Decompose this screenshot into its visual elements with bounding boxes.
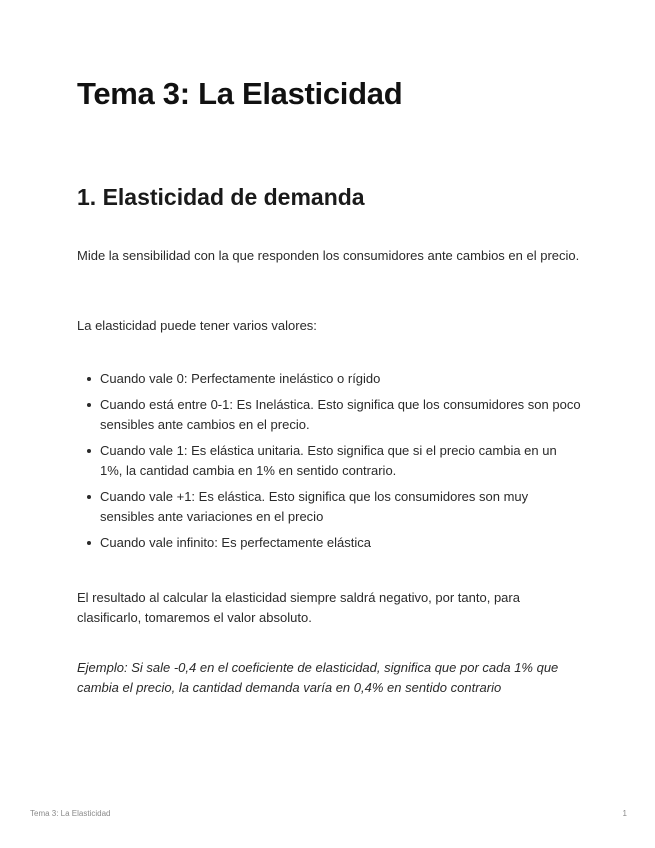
list-item-text: Cuando vale 0: Perfectamente inelástico o rígido [100,371,381,386]
list-item [77,533,582,553]
list-item-text: Cuando está entre 0-1: Es Inelástica. Esto significa que los consumidores son poco sensibles ante cambios en el precio. [100,397,581,432]
list-item-text: Cuando vale 1: Es elástica unitaria. Esto significa que si el precio cambia en un 1%, la cantidad cambia en 1% en sentido contrario. [100,443,557,478]
list-item [77,395,582,435]
list-item-text: Cuando vale infinito: Es perfectamente elástica [100,535,371,550]
document-title: Tema 3: La Elasticidad [77,76,403,111]
bullet-icon [87,495,91,499]
bullet-icon [87,541,91,545]
example-paragraph: Ejemplo: Si sale -0,4 en el coeficiente de elasticidad, significa que por cada 1% que cambia el precio, la cantidad demanda varía en 0,4% en sentido contrario [77,660,559,695]
intro-paragraph: Mide la sensibilidad con la que responden los consumidores ante cambios en el precio. [77,248,580,263]
result-note-paragraph: El resultado al calcular la elasticidad siempre saldrá negativo, por tanto, para clasificarlo, tomaremos el valor absoluto. [77,590,520,625]
footer-page-number: 1 [622,809,627,818]
list-item-text: Cuando vale +1: Es elástica. Esto significa que los consumidores son muy sensibles ante variaciones en el precio [100,489,529,524]
footer-document-title: Tema 3: La Elasticidad [30,809,111,818]
bullet-icon [87,449,91,453]
bullet-icon [87,377,91,381]
list-item [77,487,582,527]
list-item [77,441,582,481]
elasticity-values-list [77,369,582,559]
values-intro-paragraph: La elasticidad puede tener varios valores: [77,318,317,333]
bullet-icon [87,403,91,407]
section-heading: 1. Elasticidad de demanda [77,184,365,210]
list-item [77,369,582,389]
